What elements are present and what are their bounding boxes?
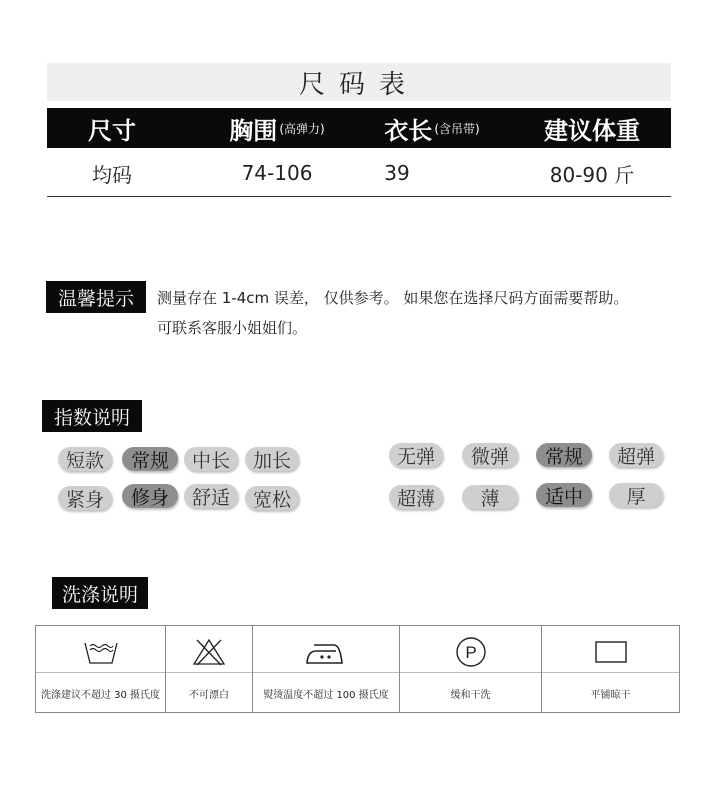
no-bleach-icon <box>166 632 252 672</box>
index-label: 指数说明 <box>42 400 142 432</box>
header-length-note: (含吊带) <box>434 121 480 136</box>
header-size <box>47 108 177 148</box>
dry-flat-icon <box>542 632 679 672</box>
washing-cell-dry-clean <box>400 626 542 712</box>
iron-icon <box>253 632 399 672</box>
size-chart-row <box>47 150 671 197</box>
cell-weight: 80-90 斤 <box>549 162 635 187</box>
washing-cell-hand-wash <box>36 626 166 712</box>
hand-wash-icon <box>36 632 165 672</box>
index-chip: 宽松 <box>245 486 299 510</box>
washing-text: 平铺晾干 <box>590 689 631 701</box>
index-chip: 厚 <box>609 483 663 507</box>
washing-cell-no-bleach <box>166 626 253 712</box>
index-chip: 薄 <box>462 485 518 509</box>
header-chest-note: (高弹力) <box>279 121 325 136</box>
dry-clean-p-icon <box>400 632 541 672</box>
cell-chest: 74-106 <box>241 161 313 185</box>
cell-size: 均码 <box>92 162 132 187</box>
header-chest <box>197 108 357 148</box>
header-weight-label: 建议体重 <box>544 116 640 145</box>
index-chip: 无弹 <box>389 443 443 467</box>
washing-text: 洗涤建议不超过 30 摄氏度 <box>40 689 161 701</box>
cell-length: 39 <box>384 161 410 185</box>
washing-label: 洗涤说明 <box>52 577 148 609</box>
index-chip: 加长 <box>245 447 299 471</box>
header-size-label: 尺寸 <box>88 116 136 145</box>
index-chip: 超弹 <box>609 443 663 467</box>
size-chart-title: 尺码表 <box>47 63 671 101</box>
washing-text: 不可漂白 <box>189 689 229 701</box>
index-chip: 舒适 <box>184 484 238 508</box>
index-chip: 微弹 <box>462 443 518 467</box>
index-chip: 中长 <box>184 447 238 471</box>
tips-label: 温馨提示 <box>46 281 146 313</box>
washing-table <box>35 625 680 713</box>
header-weight <box>517 108 667 148</box>
header-chest-label: 胸围 <box>229 116 278 145</box>
dry-clean-letter: P <box>464 643 477 662</box>
header-length <box>357 108 507 148</box>
washing-cell-iron <box>253 626 400 712</box>
washing-cell-dry-flat <box>542 626 679 712</box>
tips-line-2: 可联系客服小姐姐们。 <box>157 319 308 337</box>
index-chip: 紧身 <box>58 486 112 510</box>
index-chip: 超薄 <box>389 485 443 509</box>
tips-line-1: 测量存在 1-4cm 误差， 仅供参考。 如果您在选择尺码方面需要帮助。 <box>157 289 629 307</box>
index-chip: 短款 <box>58 447 112 471</box>
index-chip-selected: 修身 <box>122 484 178 508</box>
washing-text: 熨烫温度不超过 100 摄氏度 <box>263 689 389 701</box>
index-chip-selected: 常规 <box>122 447 178 471</box>
index-chip-selected: 适中 <box>536 483 592 507</box>
washing-text: 缓和干洗 <box>450 689 491 701</box>
size-chart-header <box>47 108 671 148</box>
header-length-label: 衣长 <box>384 116 433 145</box>
index-chip-selected: 常规 <box>536 443 592 467</box>
